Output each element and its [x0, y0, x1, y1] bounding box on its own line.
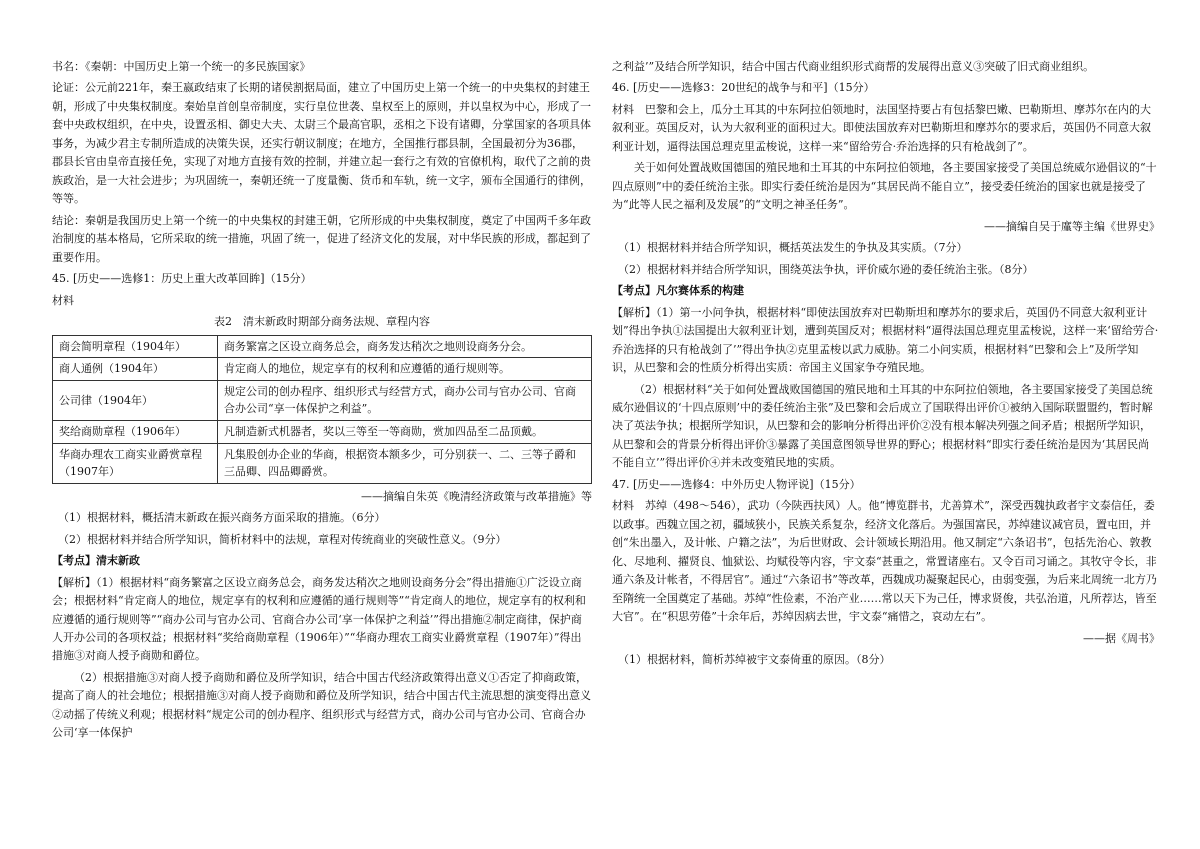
book-title: 书名：《秦朝：中国历史上第一个统一的多民族国家》 — [52, 60, 311, 73]
q47-heading: 47. [历史——选修4：中外历史人物评说]（15分） — [612, 477, 861, 491]
right-column — [612, 58, 1160, 673]
regulations-table — [52, 335, 592, 484]
conclusion-text: 结论：秦朝是我国历史上第一个统一的中央集权的封建王朝，它所形成的中央集权制度，奠定了中国两千多年政治制度的基本格局，它所采取的统一措施，巩固了统一，促进了经济文化的发展，对中华民族的形成，都起到了重要作用。 — [52, 213, 591, 264]
left-column — [52, 58, 592, 746]
table-caption: 表2 清末新政时期部分商务法规、章程内容 — [214, 315, 430, 329]
q46-kaodian: 【考点】凡尔赛体系的构建 — [612, 284, 744, 298]
table-source: ——摘编自朱英《晚清经济政策与改革措施》等 — [361, 489, 592, 503]
q46-material-1: 材料 巴黎和会上，瓜分土耳其的中东阿拉伯领地时，法国坚持要占有包括黎巴嫩、巴勒斯坦、摩苏尔在内的大叙利亚。英国反对，认为大叙利亚的面积过大。即使法国放弃对巴勒斯坦和摩苏尔的要求后，英国仍不同意大叙利亚计划，逼得法国总理克里孟梭说，这样一来“留给劳合·乔治选择的只有枪战剑了”。 — [612, 102, 1151, 153]
q47-source: ——据《周书》 — [1083, 631, 1160, 645]
q45-part2: （2）根据材料并结合所学知识，简析材料中的法规，章程对传统商业的突破性意义。（9分） — [58, 532, 507, 546]
material-label: 材料 — [52, 293, 74, 307]
table-row — [53, 358, 592, 381]
q47-material: 材料 苏绰（498～546），武功（今陕西扶风）人。他“博览群书，尤善算术”，深受西魏执政者宇文泰信任，委以政事。西魏立国之初，疆域狭小，民族关系复杂，经济文化落后。为强国富民，苏绰建议减官员，置屯田，并创“朱出墨入，及计帐、户籍之法”，为后世财政、会计领域长期沿用。他又制定“六条诏书”，包括先治心、敦教化、尽地利、擢贤良、恤狱讼、均赋役等内容，宇文泰“甚重之，常置诸座右。又令百司习诵之。其牧守令长，非通六条及计帐者，不得居官”。通过“六条诏书”等改革，西魏成功凝聚起民心，由弱变强，为后来北周统一北方乃至隋统一全国奠定了基础。苏绰“性俭素，不治产业……常以天下为己任，博求贤俊，共弘治道，凡所荐达，皆至大官”。在“积思劳倦”十余年后，苏绰因病去世，宇文泰“痛惜之，哀动左右”。 — [612, 499, 1157, 624]
table-cell-content: 凡制造新式机器者，奖以三等至一等商勋，赏加四品至二品顶戴。 — [218, 420, 592, 443]
q45-analysis-1: 【解析】（1）根据材料“商务繁富之区设立商务总会，商务发达稍次之地则设商务分会”得出措施①广泛设立商会；根据材料“肯定商人的地位，规定享有的权利和应遵循的通行规则等”“肯定商人的地位，规定享有的权利和应遵循的通行规则等”“商办公司与官办公司、官商合办公司‘享一体保护之利益’”得出措施②制定商律，保护商人开办公司的各项权益；根据材料“奖给商勋章程（1906年）”“华商办理农工商实业爵赏章程（1907年）”得出措施③对商人授予商勋和爵位。 — [52, 575, 586, 663]
q46-analysis-2: （2）根据材料“关于如何处置战败国德国的殖民地和土耳其的中东阿拉伯领地，各主要国家接受了美国总统威尔逊倡议的‘十四点原则’中的委任统治主张”及巴黎和会后成立了国联得出评价①被纳入国际联盟盟约，暂时解决了英法争执；根据所学知识，从巴黎和会的影响分析得出评价②没有根本解决列强之间矛盾；根据所学知识，从巴黎和会的背景分析得出评价③暴露了美国意图领导世界的野心；根据材料“即实行委任统治是因为‘其居民尚不能自立’”得出评价④并未改变殖民地的实质。 — [612, 382, 1153, 470]
table-cell-name: 奖给商勋章程（1906年） — [53, 420, 218, 443]
q46-part2: （2）根据材料并结合所学知识，围绕英法争执，评价威尔逊的委任统治主张。（8分） — [618, 262, 1034, 276]
table-cell-name: 商人通例（1904年） — [53, 358, 218, 381]
q45-analysis-continued: 之利益’”及结合所学知识，结合中国古代商业组织形式商帮的发展得出意义③突破了旧式商业组织。 — [612, 60, 1095, 73]
q45-analysis-2: （2）根据措施③对商人授予商勋和爵位及所学知识，结合中国古代经济政策得出意义①否定了抑商政策，提高了商人的社会地位；根据措施③对商人授予商勋和爵位及所学知识，结合中国古代主流思想的演变得出意义②动摇了传统义利观；根据材料“规定公司的创办程序、组织形式与经营方式，商办公司与官办公司、官商合办公司‘享一体保护 — [52, 670, 591, 740]
table-cell-content: 商务繁富之区设立商务总会，商务发达稍次之地则设商务分会。 — [218, 335, 592, 358]
q45-kaodian: 【考点】清末新政 — [52, 554, 140, 568]
q46-part1: （1）根据材料并结合所学知识，概括英法发生的争执及其实质。（7分） — [618, 241, 968, 255]
q47-part1: （1）根据材料，简析苏绰被宇文泰倚重的原因。（8分） — [618, 653, 891, 667]
argument-text: 论证：公元前221年，秦王嬴政结束了长期的诸侯割据局面，建立了中国历史上第一个统一的中央集权的封建王朝，形成了中央集权制度。秦始皇首创皇帝制度，实行皇位世袭、皇权至上的原则，并以皇权为中心，形成了一套中央政权组织，在中央，设置丞相、御史大夫、太尉三个最高官职，丞相之下设有诸卿，分掌国家的各项具体事务，为减少君主专制所造成的决策失误，还实行朝议制度；在地方，全国推行郡县制，全国最初分为36郡，郡县长官由皇帝直接任免，实现了对地方直接有效的控制，并建立起一套行之有效的官僚机构，取代了之前的贵族政治，是一大社会进步；为巩固统一，秦朝还统一了度量衡、货币和车轨，统一文字，颁布全国通行的律例，等等。 — [52, 81, 591, 206]
table-cell-content: 规定公司的创办程序、组织形式与经营方式，商办公司与官办公司、官商合办公司“享一体保护之利益”。 — [218, 380, 592, 420]
table-cell-name: 商会简明章程（1904年） — [53, 335, 218, 358]
table-cell-content: 肯定商人的地位，规定享有的权利和应遵循的通行规则等。 — [218, 358, 592, 381]
table-cell-name: 华商办理农工商实业爵赏章程（1907年） — [53, 443, 218, 483]
table-row — [53, 335, 592, 358]
table-row — [53, 443, 592, 483]
table-row — [53, 380, 592, 420]
q46-material-2: 关于如何处置战败国德国的殖民地和土耳其的中东阿拉伯领地，各主要国家接受了美国总统威尔逊倡议的“十四点原则”中的委任统治主张。即实行委任统治是因为“其居民尚不能自立”，接受委任统治的国家也就是接受了为“此等人民之福利及发展”的“文明之神圣任务”。 — [612, 161, 1157, 212]
q46-source: ——摘编自吴于廑等主编《世界史》 — [984, 219, 1160, 233]
table-row — [53, 420, 592, 443]
table-cell-name: 公司律（1904年） — [53, 380, 218, 420]
q46-analysis-1: 【解析】（1）第一小问争执，根据材料“即使法国放弃对巴勒斯坦和摩苏尔的要求后，英国仍不同意大叙利亚计划”得出争执①法国提出大叙利亚计划，遭到英国反对；根据材料“逼得法国总理克里孟梭说，这样一来‘留给劳合·乔治选择的只有枪战剑了’”得出争执②克里孟梭以武力威胁。第二小问实质，根据材料“巴黎和会上”及所学知识，从巴黎和会的性质分析得出实质：帝国主义国家争夺殖民地。 — [612, 305, 1159, 375]
q46-heading: 46. [历史——选修3：20世纪的战争与和平]（15分） — [612, 81, 875, 95]
q45-heading: 45. [历史——选修1：历史上重大改革回眸]（15分） — [52, 272, 312, 286]
q45-part1: （1）根据材料，概括清末新政在振兴商务方面采取的措施。（6分） — [58, 511, 386, 525]
table-cell-content: 凡集股创办企业的华商，根据资本额多少，可分别获一、二、三等子爵和三品卿、四品卿爵赏。 — [218, 443, 592, 483]
